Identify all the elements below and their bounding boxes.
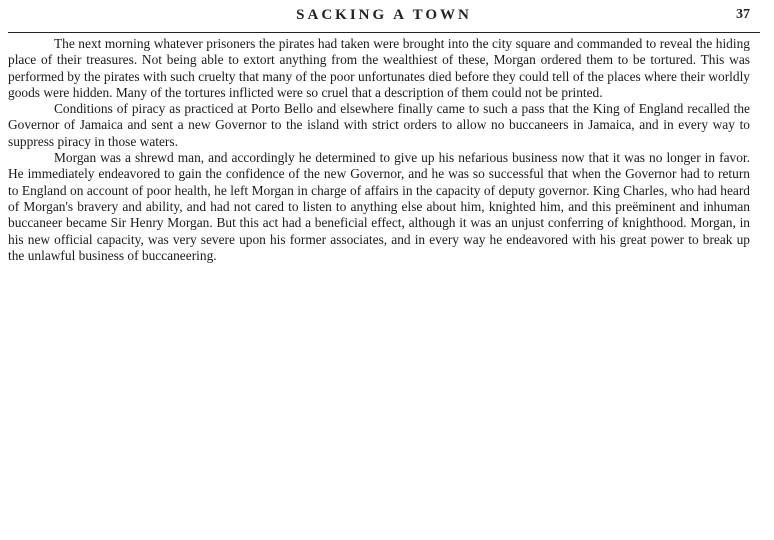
running-title: SACKING A TOWN: [296, 7, 472, 23]
paragraph-new-governor: Conditions of piracy as practiced at Porto Bello and elsewhere finally came to such a pass that the King of England recalled the Governor of Jamaica and sent a new Governor to the island with strict orders to allow no buccaneers in Jamaica, and in every way to suppress piracy in those waters.: [8, 101, 750, 149]
paragraph-prisoners-tortured: The next morning whatever prisoners the pirates had taken were brought into the city square and commanded to reveal the hiding place of their treasures. Not being able to extort anything from the wealthiest of these, Morgan ordered them to be tortured. This was performed by the pirates with such cruelty that many of the poor unfortunates died before they could tell of the places where their worldly goods were hidden. Many of the tortures inflicted were so cruel that a description of them could not be printed.: [8, 36, 750, 100]
paragraph-sir-henry-morgan: Morgan was a shrewd man, and accordingly he determined to give up his nefarious business now that it was no longer in favor. He immediately endeavored to gain the confidence of the new Governor, and he was so successful that when the Governor had to return to England on account of poor health, he left Morgan in charge of affairs in the capacity of deputy governor. King Charles, who had heard of Morgan's bravery and ability, and had not cared to listen to anything else about him, knighted him, and this preëminent and inhuman buccaneer became Sir Henry Morgan. But this act had a beneficial effect, although it was an unjust conferring of knighthood. Morgan, in his new official capacity, was very severe upon his former associates, and in every way he endeavored with his great power to break up the unlawful business of buccaneering.: [8, 150, 750, 263]
page-number: 37: [736, 7, 750, 22]
body-text: [8, 36, 750, 264]
page-header: [8, 6, 760, 33]
